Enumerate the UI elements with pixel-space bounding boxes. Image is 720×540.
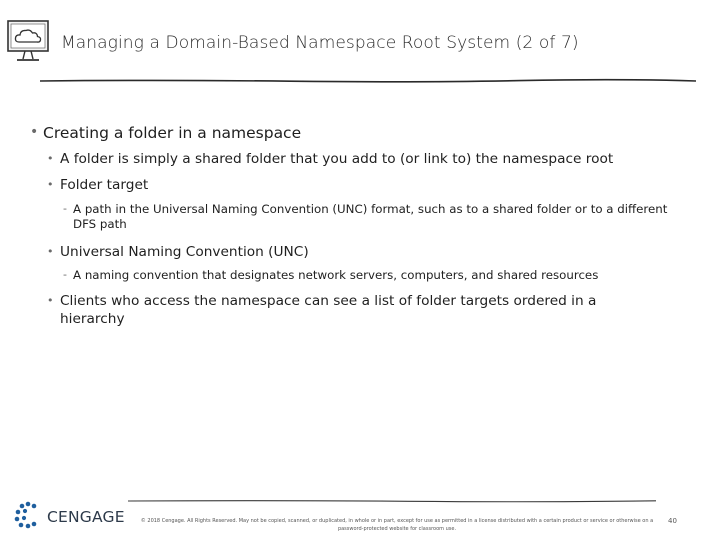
bullet-text: A path in the Universal Naming Convention (UNC) format, such as to a shared folder or to a different DFS path — [73, 202, 668, 232]
page-number: 40 — [668, 517, 677, 525]
title-underline — [40, 70, 696, 78]
bullet-item — [46, 151, 710, 169]
logo-wordmark: CENGAGE — [47, 508, 125, 526]
bullet-marker: • — [47, 152, 54, 165]
bullet-text: A naming convention that designates network servers, computers, and shared resources — [73, 268, 599, 282]
bullet-item — [60, 202, 685, 233]
bullet-text: Folder target — [60, 177, 149, 193]
bullet-text: Universal Naming Convention (UNC) — [60, 244, 309, 260]
page-title: Managing a Domain-Based Namespace Root System (2 of 7) — [61, 33, 579, 53]
bullet-marker: - — [63, 268, 67, 281]
bullet-marker: • — [47, 294, 54, 307]
cengage-dots-icon — [12, 500, 46, 530]
bullet-item — [46, 177, 710, 195]
cloud-monitor-icon — [6, 18, 54, 70]
bullet-marker: - — [63, 202, 67, 215]
copyright-notice: © 2018 Cengage. All Rights Reserved. May not be copied, scanned, or duplicated, in whole or in part, except for use as permitted in a license distributed with a certain product or service or otherwise on a password-protected website for classroom use. — [140, 518, 654, 532]
bullet-item — [46, 244, 710, 262]
bullet-item — [60, 268, 700, 283]
bullet-item — [46, 293, 646, 329]
bullet-text: A folder is simply a shared folder that you add to (or link to) the namespace root — [60, 151, 614, 167]
bullet-text: Creating a folder in a namespace — [43, 124, 302, 142]
bullet-text: Clients who access the namespace can see a list of folder targets ordered in a hierarchy — [60, 293, 597, 327]
bullet-marker: • — [30, 124, 39, 140]
bullet-marker: • — [47, 178, 54, 191]
bullet-item — [30, 123, 710, 143]
footer-rule — [128, 489, 656, 495]
bullet-marker: • — [47, 245, 54, 258]
